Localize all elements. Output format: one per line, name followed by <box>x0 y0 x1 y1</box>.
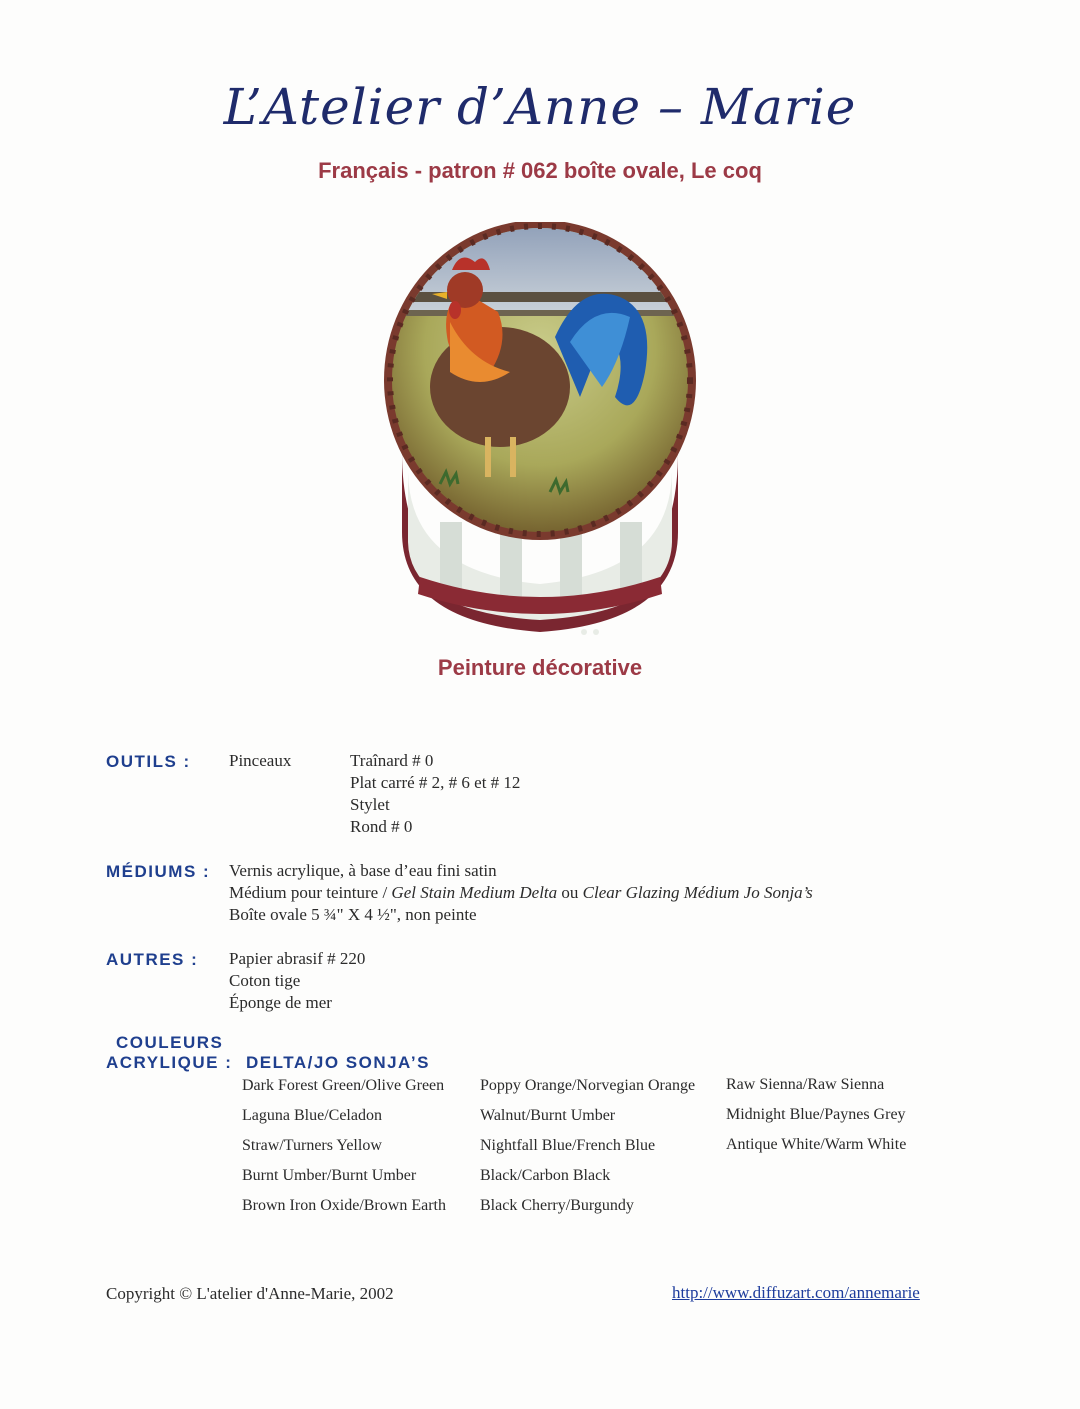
section-title: Peinture décorative <box>437 655 643 680</box>
list-item: Nightfall Blue/French Blue <box>480 1137 656 1154</box>
mediums-list <box>229 860 813 926</box>
list-item: Poppy Orange/Norvegian Orange <box>480 1077 696 1094</box>
rooster-box-photo <box>380 222 700 647</box>
list-item: Laguna Blue/Celadon <box>242 1107 382 1124</box>
acrylique-label: ACRYLIQUE : <box>106 1053 233 1072</box>
color-column-2 <box>480 1071 695 1221</box>
brand-title: L’Atelier d’Anne – Marie <box>223 78 857 136</box>
list-item: Black Cherry/Burgundy <box>480 1197 634 1214</box>
list-item: Antique White/Warm White <box>726 1136 907 1153</box>
list-item: Dark Forest Green/Olive Green <box>242 1077 445 1094</box>
color-column-3 <box>726 1070 906 1160</box>
outils-category: Pinceaux <box>229 751 292 770</box>
list-item: Raw Sienna/Raw Sienna <box>726 1076 885 1093</box>
outils-list <box>350 750 520 838</box>
brands-label: DELTA/JO SONJA’S <box>246 1053 430 1072</box>
list-item: Black/Carbon Black <box>480 1167 611 1184</box>
list-item: Traînard # 0 <box>350 751 434 770</box>
list-item: Straw/Turners Yellow <box>242 1137 382 1154</box>
list-item: Burnt Umber/Burnt Umber <box>242 1167 417 1184</box>
copyright-text: Copyright © L'atelier d'Anne-Marie, 2002 <box>106 1284 394 1303</box>
pattern-subtitle: Français - patron # 062 boîte ovale, Le coq <box>318 158 762 183</box>
list-item: Plat carré # 2, # 6 et # 12 <box>350 773 521 792</box>
autres-label: AUTRES : <box>106 950 199 969</box>
couleurs-label: COULEURS <box>116 1033 224 1052</box>
list-item: Walnut/Burnt Umber <box>480 1107 616 1124</box>
website-link[interactable]: http://www.diffuzart.com/annemarie <box>672 1283 920 1302</box>
list-item: Midnight Blue/Paynes Grey <box>726 1106 906 1123</box>
list-item: Médium pour teinture / Gel Stain Medium Delta ou Clear Glazing Médium Jo Sonja’s <box>229 883 813 902</box>
autres-list <box>229 948 365 1014</box>
list-item: Stylet <box>350 795 390 814</box>
mediums-label: MÉDIUMS : <box>106 862 211 881</box>
color-column-1 <box>242 1071 446 1221</box>
list-item: Éponge de mer <box>229 993 332 1012</box>
list-item: Vernis acrylique, à base d’eau fini satin <box>229 861 497 880</box>
list-item: Brown Iron Oxide/Brown Earth <box>242 1197 446 1214</box>
outils-label: OUTILS : <box>106 752 191 771</box>
list-item: Boîte ovale 5 ¾" X 4 ½", non peinte <box>229 905 477 924</box>
list-item: Rond # 0 <box>350 817 413 836</box>
list-item: Papier abrasif # 220 <box>229 949 366 968</box>
list-item: Coton tige <box>229 971 301 990</box>
